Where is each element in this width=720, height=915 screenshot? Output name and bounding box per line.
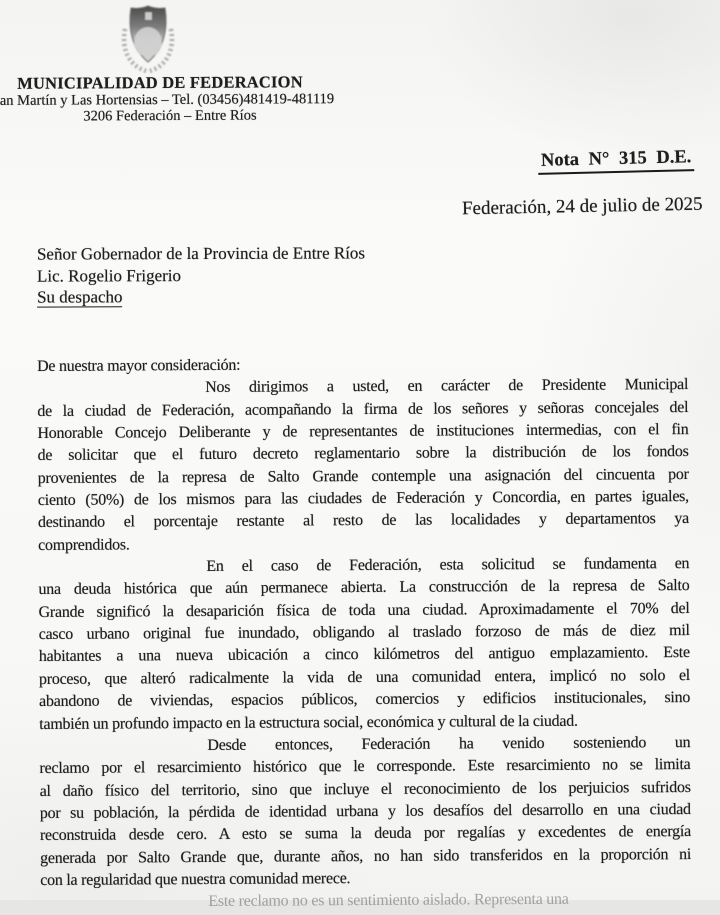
body-line: comprendidos. — [38, 536, 130, 554]
letterhead-org-name: MUNICIPALIDAD DE FEDERACION — [17, 72, 303, 93]
body-line: Desde entonces, Federación ha venido sosteniendo un — [207, 733, 691, 754]
body-line: una deuda histórica que aún permanece abierta. La construcción de la represa de Salto — [38, 577, 690, 599]
body-line: abandono de viviendas, espacios públicos, comercios y edificios institucionales, sino — [39, 689, 691, 711]
municipal-crest-icon — [118, 3, 178, 75]
body-line: reclamo por el resarcimiento histórico que le corresponde. Este resarcimiento no se limita — [39, 756, 691, 778]
body-line: provenientes de la represa de Salto Grande contemple una asignación del cincuenta por — [37, 465, 689, 487]
body-paragraph — [37, 374, 689, 557]
recipient-despacho: Su despacho — [37, 287, 123, 307]
body-line: reconstruida desde cero. A esto se suma la deuda por regalías y excedentes de energía — [39, 823, 691, 845]
body-line: generada por Salto Grande que, durante años, no han sido transferidos en la proporción ni — [40, 845, 692, 867]
body-paragraph — [38, 553, 690, 736]
body-line: Nos dirigimos a usted, en carácter de Presidente Municipal — [205, 376, 689, 397]
reference-number: Nota N° 315 D.E. — [538, 147, 695, 175]
body-line: con la regularidad que nuestra comunidad merece. — [40, 870, 351, 889]
body-line: ciento (50%) de los mismos para las ciudades de Federación y Concordia, en partes iguales, — [37, 488, 689, 510]
body-line: Grande significó la desaparición física de toda una ciudad. Aproximadamente el 70% del — [38, 599, 690, 621]
body-line: de solicitar que el futuro decreto reglamentario sobre la distribución de los fondos — [37, 443, 689, 465]
body-paragraph — [40, 888, 691, 914]
body-line: por su población, la pérdida de identidad urbana y los desafíos del desarrollo en una ciudad — [39, 800, 691, 822]
recipient-name: Lic. Rogelio Frigerio — [36, 265, 182, 286]
recipient-block — [37, 242, 365, 308]
body-line: Honorable Concejo Deliberante y de representantes de instituciones intermedias, con el fin — [37, 421, 689, 443]
letter-body — [37, 352, 691, 915]
body-line: habitantes a una nueva ubicación a cinco kilómetros del antiguo emplazamiento. Este — [38, 644, 690, 666]
body-paragraph — [39, 732, 691, 892]
salutation: De nuestra mayor consideración: — [37, 356, 241, 375]
body-line: destinando el porcentaje restante al resto de las localidades y departamentos ya — [37, 510, 690, 532]
recipient-title: Señor Gobernador de la Provincia de Entre Ríos — [36, 243, 366, 264]
body-line: En el caso de Federación, esta solicitud se fundamenta en — [206, 555, 690, 576]
letterhead-city-line: 3206 Federación – Entre Ríos — [83, 107, 257, 125]
letterhead-address-line: an Martín y Las Hortensias – Tel. (03456)481419-481119 — [0, 91, 335, 109]
body-line: casco urbano original fue inundado, obligando al traslado forzoso de más de diez mil — [38, 622, 690, 644]
dateline: Federación, 24 de julio de 2025 — [461, 193, 703, 220]
body-line: de la ciudad de Federación, acompañando la firma de los señores y señoras concejales del — [37, 398, 689, 420]
body-line: también un profundo impacto en la estructura social, económica y cultural de la ciudad. — [39, 712, 578, 733]
body-line: al daño físico del territorio, sino que incluye el reconocimiento de los perjuicios sufridos — [39, 778, 691, 800]
body-line: Este reclamo no es un sentimiento aislado. Representa una — [208, 891, 569, 911]
body-line: proceso, que alteró radicalmente la vida de una comunidad entera, implicó no solo el — [38, 666, 691, 688]
